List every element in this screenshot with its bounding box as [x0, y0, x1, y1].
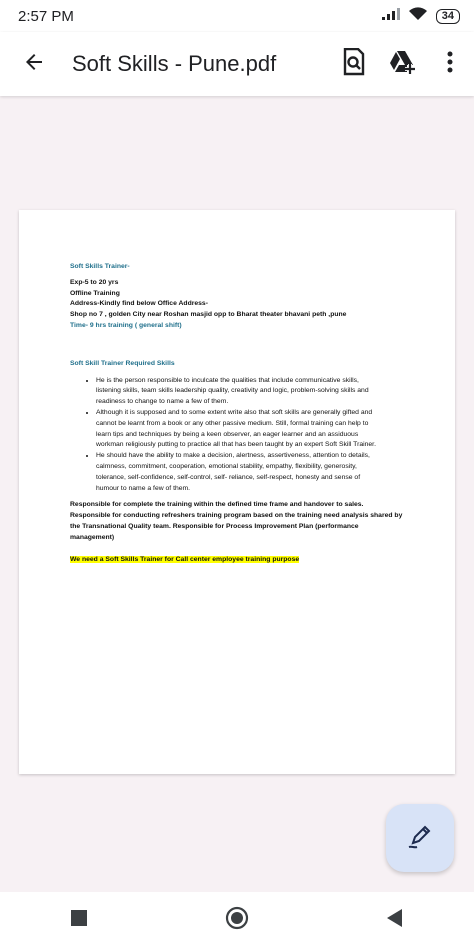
home-button[interactable] — [217, 900, 257, 940]
responsibility-line: management) — [70, 533, 115, 541]
detail-line: Exp-5 to 20 yrs — [70, 278, 119, 286]
back-arrow-icon — [22, 50, 46, 79]
search-in-document-button[interactable] — [330, 32, 378, 96]
recents-square-icon — [71, 910, 87, 931]
bullet-line: • Although it is supposed and to some extent write also that soft skills are generally gifted and — [96, 408, 373, 416]
pdf-page — [19, 210, 455, 774]
bullet-line: cannot be learnt from a book or any other passive medium. Still, formal training can help to — [96, 419, 369, 427]
list-item — [96, 376, 405, 408]
bullet-line: calmness, commitment, cooperation, emotional stability, empathy, flexibility, generosity, — [96, 462, 357, 470]
back-button[interactable] — [4, 32, 64, 96]
battery-icon: 34 — [436, 9, 460, 24]
detail-line: Address-Kindly find below Office Address- — [70, 300, 208, 308]
annotate-pen-icon — [406, 822, 434, 855]
responsibility-line: Responsible for complete the training within the defined time frame and handover to sales. — [70, 501, 364, 509]
status-bar — [0, 0, 474, 32]
document-title: Soft Skills - Pune.pdf — [72, 51, 277, 76]
responsibility-line: Responsible for conducting refreshers training program based on the training need analysis shared by — [70, 512, 403, 520]
bullet-line: readiness to change to name a few of them. — [96, 398, 229, 406]
bullet-line: • He is the person responsible to inculcate the qualities that include communicative skills, — [96, 376, 359, 384]
google-drive-add-icon — [388, 50, 416, 79]
detail-line: Offline Training — [70, 289, 120, 297]
detail-line: Shop no 7 , golden City near Roshan masjid opp to Bharat theater bhavani peth ,pune — [70, 311, 347, 319]
bullet-line: humour to name a few of them. — [96, 484, 191, 492]
bullet-line: tolerance, self-confidence, self-control, self- reliance, self-respect, honesty and sense of — [96, 473, 361, 481]
bullet-line: • He should have the ability to make a decision, alertness, assertiveness, attention to details, — [96, 452, 370, 460]
doc-heading: Soft Skills Trainer- — [70, 263, 130, 270]
skills-list — [70, 376, 405, 495]
wifi-icon — [408, 7, 428, 26]
highlighted-text: We need a Soft Skills Trainer for Call center employee training purpose — [70, 555, 300, 563]
list-item — [96, 451, 405, 494]
status-time: 2:57 PM — [18, 7, 74, 25]
section-title: Soft Skill Trainer Required Skills — [70, 359, 175, 367]
bullet-line: listening skills, team skills leadership quality, creativity and logic, problem-solving skills and — [96, 387, 369, 395]
status-icons — [382, 7, 460, 26]
recents-button[interactable] — [59, 900, 99, 940]
system-nav-bar — [0, 892, 474, 948]
nav-back-button[interactable] — [375, 900, 415, 940]
app-bar — [0, 32, 474, 96]
more-options-button[interactable] — [426, 32, 474, 96]
signal-icon — [382, 7, 400, 25]
bullet-line: workman religiously putting to practice all that has been taught by an expert Soft Skill Trainer. — [96, 441, 376, 449]
highlight-line — [70, 555, 405, 566]
training-time: Time- 9 hrs training ( general shift) — [70, 321, 182, 329]
responsibilities — [70, 500, 405, 543]
responsibility-line: the Transnational Quality team. Responsible for Process Improvement Plan (performance — [70, 522, 359, 530]
back-triangle-icon — [387, 909, 403, 932]
doc-details — [70, 278, 405, 321]
search-in-document-icon — [342, 48, 366, 81]
home-circle-icon — [225, 906, 249, 935]
annotate-fab[interactable] — [386, 804, 454, 872]
bullet-line: learn tips and techniques by being a keen observer, an eager learner and an assiduous — [96, 430, 359, 438]
more-vert-icon — [447, 51, 453, 78]
add-to-drive-button[interactable] — [378, 32, 426, 96]
list-item — [96, 408, 405, 451]
